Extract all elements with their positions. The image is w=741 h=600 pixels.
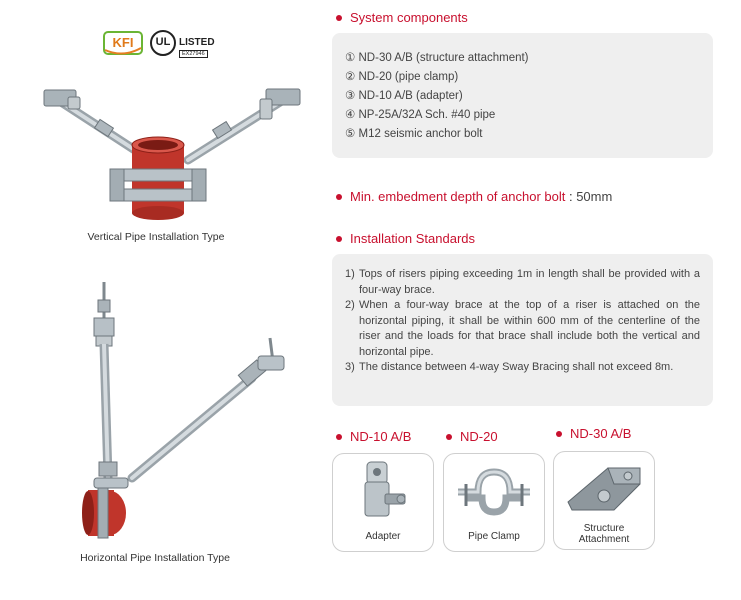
installation-standards-panel (332, 254, 713, 406)
adapter-card (332, 453, 434, 552)
pipe-clamp-image (452, 466, 536, 516)
structure-attachment-image (564, 462, 644, 514)
part-code-nd30 (556, 426, 631, 441)
part-label: Structure Attachment (578, 523, 630, 545)
kfi-logo-text: KFI (112, 35, 134, 50)
pipe-clamp-card (443, 453, 545, 552)
standard-text: The distance between 4-way Sway Bracing shall not exceed 8m. (359, 361, 674, 373)
component-item: ① ND-30 A/B (structure attachment) (345, 52, 529, 64)
standard-text: Tops of risers piping exceeding 1m in length shall be provided with a four-way brace. (359, 268, 700, 296)
bullet-dot (336, 194, 342, 200)
component-item: ③ ND-10 A/B (adapter) (345, 90, 463, 102)
horizontal-caption: Horizontal Pipe Installation Type (80, 552, 230, 564)
standard-number: 2) (345, 299, 355, 311)
component-item: ④ NP-25A/32A Sch. #40 pipe (345, 109, 496, 121)
standard-number: 3) (345, 361, 355, 373)
part-code-nd10 (336, 429, 411, 444)
bullet-dot (556, 431, 562, 437)
standard-item (345, 267, 700, 298)
vertical-caption: Vertical Pipe Installation Type (87, 231, 225, 243)
installation-standards-title: Installation Standards (350, 231, 476, 246)
component-item: ② ND-20 (pipe clamp) (345, 71, 459, 83)
system-components-title: System components (350, 10, 468, 25)
component-item: ⑤ M12 seismic anchor bolt (345, 128, 483, 140)
embedment-depth-line (336, 189, 612, 204)
part-label: Adapter (365, 531, 401, 542)
part-code-text: ND-20 (460, 429, 498, 444)
bullet-dot (336, 236, 342, 242)
ul-listed-text: LISTED (179, 37, 215, 48)
part-code-text: ND-30 A/B (570, 426, 632, 441)
kfi-logo (103, 28, 143, 58)
adapter-image (355, 460, 411, 522)
standard-text: When a four-way brace at the top of a riser is attached on the horizontal piping, it shall be within 600 mm of the centerline of the riser and the loads for that brace shall include both the vertical and horizontal pipe. (359, 299, 700, 358)
ul-mark-text: UL (155, 36, 171, 48)
installation-standards-list (345, 267, 700, 376)
vertical-installation-image (38, 85, 308, 225)
standard-item (345, 298, 700, 360)
horizontal-installation-image (72, 278, 292, 546)
bullet-dot (446, 434, 452, 440)
standard-number: 1) (345, 268, 355, 280)
bullet-dot (336, 434, 342, 440)
embedment-value: 50mm (576, 189, 613, 204)
structure-attachment-card (553, 451, 655, 550)
system-components-heading (336, 10, 468, 25)
installation-standards-heading (336, 231, 475, 246)
ul-listed-logo (150, 28, 218, 62)
part-code-text: ND-10 A/B (350, 429, 412, 444)
system-components-panel (332, 33, 713, 158)
bullet-dot (336, 15, 342, 21)
part-label: Pipe Clamp (468, 531, 520, 542)
standard-item (345, 360, 700, 376)
system-components-list (345, 49, 529, 144)
part-code-nd20 (446, 429, 498, 444)
embedment-label: Min. embedment depth of anchor bolt (350, 189, 566, 204)
embedment-separator: : (565, 189, 577, 204)
ul-code-text: EX27946 (179, 50, 208, 58)
